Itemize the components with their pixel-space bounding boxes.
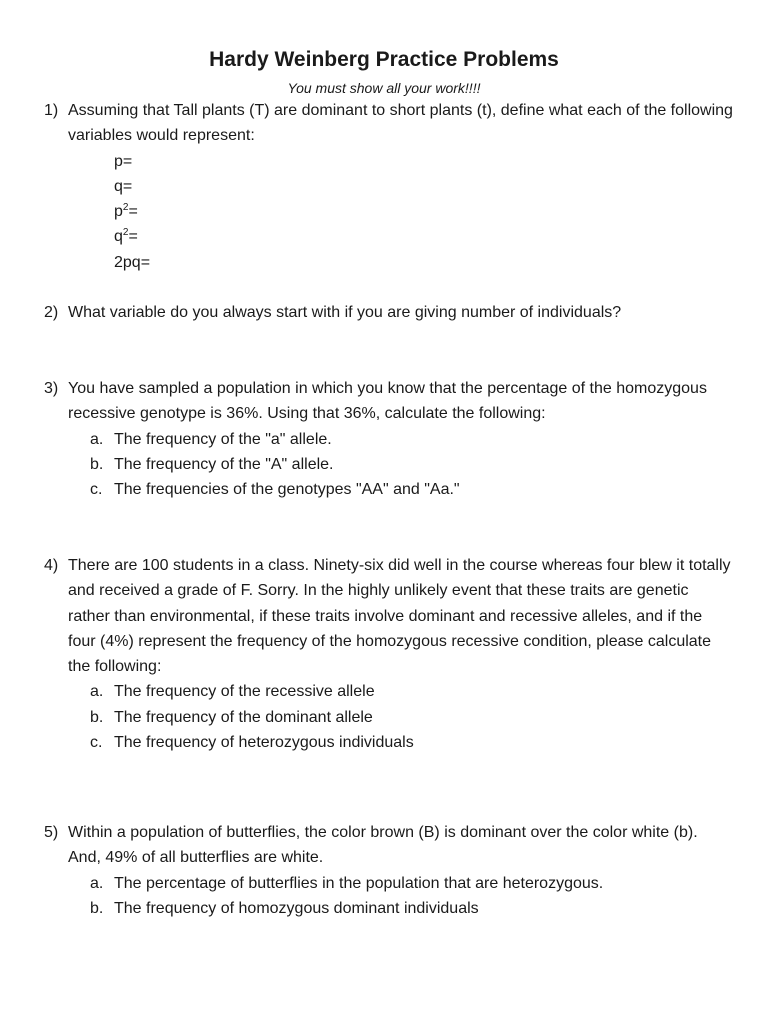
variable-p: p= <box>114 152 133 170</box>
variable-list <box>114 149 734 275</box>
question-text: You have sampled a population in which you know that the percentage of the homozygous recessive genotype is 36%. Using that 36%, calculate the following: <box>68 380 707 423</box>
sub-item-c: c. The frequency of heterozygous individuals <box>90 734 414 752</box>
page-subtitle: You must show all your work!!!! <box>287 80 481 96</box>
question-text: What variable do you always start with if you are giving number of individuals? <box>68 304 622 321</box>
variable-p-squared: $p^2=$ <box>114 202 138 221</box>
question-number: 3) <box>44 380 59 397</box>
question-3 <box>44 376 734 502</box>
question-text: There are 100 students in a class. Ninety-six did well in the course whereas four blew it totally and received a grade of F. Sorry. In the highly unlikely event that these traits are genetic rather than environmental, if these traits involve dominant and recessive alleles, and if the four (4%) represent the frequency of the homozygous recessive condition, please calculate the following: <box>68 557 731 676</box>
question-number: 2) <box>44 304 59 321</box>
sub-item-b: b. The frequency of the dominant allele <box>90 708 373 726</box>
question-4 <box>44 553 734 755</box>
question-2 <box>44 300 734 325</box>
sub-item-a: a. The percentage of butterflies in the population that are heterozygous. <box>90 874 604 892</box>
question-number: 4) <box>44 557 59 574</box>
question-text: Assuming that Tall plants (T) are dominant to short plants (t), define what each of the following variables would represent: <box>68 102 733 145</box>
sub-item-a: a. The frequency of the "a" allele. <box>90 430 332 448</box>
question-number: 1) <box>44 102 59 119</box>
sub-item-c: c. The frequencies of the genotypes "AA" and "Aa." <box>90 481 460 499</box>
sub-item-a: a. The frequency of the recessive allele <box>90 683 375 701</box>
sub-item-b: b. The frequency of the "A" allele. <box>90 455 334 473</box>
question-5 <box>44 820 734 921</box>
question-1 <box>44 98 734 275</box>
variable-q-squared: $q^2=$ <box>114 227 138 246</box>
sub-item-b: b. The frequency of homozygous dominant individuals <box>90 899 479 917</box>
page-title: Hardy Weinberg Practice Problems <box>209 48 559 71</box>
question-number: 5) <box>44 824 59 841</box>
variable-q: q= <box>114 177 133 195</box>
question-text: Within a population of butterflies, the color brown (B) is dominant over the color white (b). And, 49% of all butterflies are white. <box>68 824 698 867</box>
variable-2pq: 2pq= <box>114 253 151 271</box>
